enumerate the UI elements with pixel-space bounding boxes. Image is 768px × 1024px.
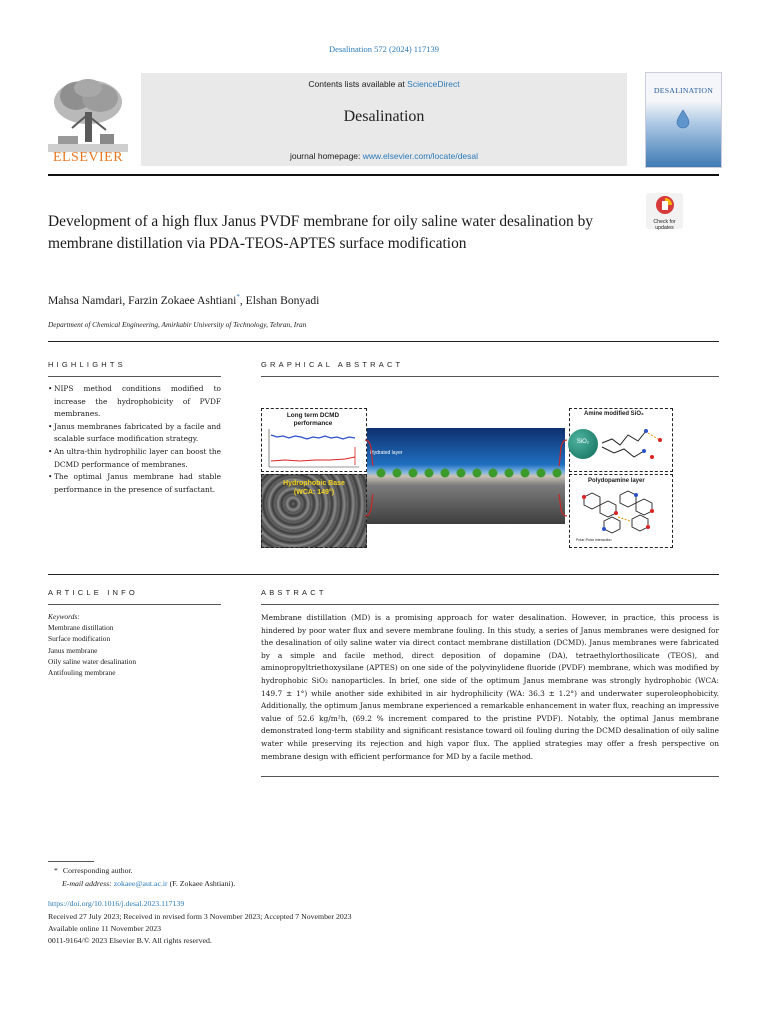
elsevier-wordmark: ELSEVIER (52, 150, 124, 165)
abstract-text: Membrane distillation (MD) is a promising approach for water desalination. However, in practice, this process is hindered by poor water flux and severe membrane fouling. In this study, a series of Janus membranes were designed for the desalination of oily saline water via direct contact membrane distillation (DCMD). Janus membranes were fabricated by a simple and facile method, direct deposition of dopamine (DA), tetraethylorthosilicate (TEOS), and aminopropyltriethoxysilane (APTES) on one side of the polyvinylidene fluoride (PVDF) membrane, which was modified by hydrophobic SiO₂ nanoparticles. In brief, one side of the optimum Janus membrane was strongly hydrophobic (WCA: 149.7 ± 1°) while another side exhibited in air hydrophilicity (WA: 36.3 ± 1.2°) and underwater superoleophobicity. Additionally, the optimum Janus membrane experienced a remarkable enhancement in water flux, reaching an impressive value of 52.6 kg/m²h, (69.2 % increment compared to the pristine PVDF). Notably, the optimal Janus membrane demonstrated long-term stability and significant resistance toward oil fouling during the DCMD desalination of oily saline water while preserving its rejection and high vapor flux. The applied strategies may offer a fresh perspective on membrane design with efficient performance for MD by a facile method. (261, 613, 719, 761)
email-suffix: (F. Zokaee Ashtiani). (167, 879, 236, 888)
hydrophobic-base-text: Hydrophobic Base (283, 480, 345, 487)
highlights-list (48, 383, 221, 496)
graphical-abstract-rule (261, 376, 719, 377)
highlight-item: • The optimal Janus membrane had stable performance in the presence of surfactant. (48, 471, 221, 496)
journal-cover[interactable] (645, 72, 722, 168)
highlight-item: • NIPS method conditions modified to increase the hydrophobicity of PVDF membranes. (48, 383, 221, 421)
corresponding-note: Corresponding author. (62, 866, 133, 875)
abstract-heading: ABSTRACT (261, 588, 327, 597)
amine-sio2-panel (569, 408, 673, 472)
keyword-item: Janus membrane (48, 645, 98, 655)
water-drop-icon (676, 109, 690, 129)
author-3[interactable]: Elshan Bonyadi (245, 293, 320, 307)
article-info-rule (48, 604, 221, 605)
check-updates-icon (655, 195, 675, 215)
keyword-item: Membrane distillation (48, 623, 114, 633)
homepage-line (141, 151, 627, 161)
article-title: Development of a high flux Janus PVDF membrane for oily saline water desalination by membrane distillation via PDA-TEOS-APTES surface modification (48, 213, 593, 252)
amine-sio2-label: Amine modified SiO₂ (584, 411, 644, 417)
contents-prefix: Contents lists available at (308, 79, 408, 89)
graphical-abstract-heading: GRAPHICAL ABSTRACT (261, 360, 404, 369)
polar-interaction-label: Polar-Polar interaction (576, 538, 612, 542)
journal-title: Desalination (343, 108, 425, 125)
polydopamine-panel (569, 474, 673, 548)
elsevier-logo[interactable] (48, 76, 128, 166)
hydrated-layer-label: Hydrated layer (370, 450, 403, 456)
footnote-rule (48, 861, 94, 862)
pda-structure-icon (574, 487, 668, 537)
highlights-rule (48, 376, 221, 377)
received-dates: Received 27 July 2023; Received in revised form 3 November 2023; Accepted 7 November 2023 (48, 912, 352, 921)
sciencedirect-link[interactable]: ScienceDirect (407, 79, 460, 89)
dcmd-flux-plot (265, 427, 361, 469)
sio2-label: SiO₂ (576, 439, 590, 445)
affiliation: Department of Chemical Engineering, Amirkabir University of Technology, Tehran, Iran (48, 320, 307, 329)
keywords-block (48, 611, 221, 678)
corresponding-mark[interactable]: * (236, 293, 240, 301)
author-separator: , (239, 293, 246, 307)
corresponding-footnote (48, 866, 133, 875)
dcmd-performance-label: Long term DCMD performance (286, 412, 340, 427)
email-link[interactable]: zokaee@aut.ac.ir (113, 879, 168, 888)
dcmd-performance-panel (261, 408, 367, 472)
authors-line (48, 293, 319, 307)
article-info-heading: ARTICLE INFO (48, 588, 138, 597)
check-for-updates-badge[interactable] (646, 193, 683, 229)
check-updates-label: Check for updates (653, 219, 676, 231)
header-rule (48, 174, 719, 176)
email-label: E-mail address: (62, 879, 112, 888)
footnote-mark: * (54, 866, 58, 875)
hydrophobic-base-panel (261, 474, 367, 548)
doi-link[interactable]: https://doi.org/10.1016/j.desal.2023.117139 (48, 899, 185, 908)
highlight-item: • An ultra-thin hydrophilic layer can boost the DCMD performance of membranes. (48, 446, 221, 471)
highlight-item: • Janus membranes fabricated by a facile and scalable surface modification strategy. (48, 421, 221, 446)
copyright: 0011-9164/© 2023 Elsevier B.V. All rights reserved. (48, 936, 212, 945)
abstract-bottom-rule (261, 776, 719, 777)
cover-title: DESALINATION (653, 86, 714, 95)
graphical-abstract-figure[interactable] (259, 406, 673, 550)
author-separator: , (122, 293, 129, 307)
keyword-item: Antifouling membrane (48, 668, 116, 678)
pda-label: Polydopamine layer (588, 478, 645, 484)
keyword-item: Surface modification (48, 634, 111, 644)
available-online: Available online 11 November 2023 (48, 924, 162, 933)
author-2[interactable]: Farzin Zokaee Ashtiani (128, 293, 237, 307)
keywords-label: Keywords: (48, 612, 80, 621)
journal-citation-link[interactable]: Desalination 572 (2024) 117139 (329, 44, 439, 54)
abstract-rule (261, 604, 719, 605)
wca-label: (WCA: 149°) (293, 489, 335, 496)
aptes-molecule-icon (600, 421, 670, 467)
email-line (62, 879, 235, 888)
homepage-link[interactable]: www.elsevier.com/locate/desal (362, 151, 479, 161)
divider-2 (48, 574, 719, 575)
keyword-item: Oily saline water desalination (48, 656, 137, 666)
contents-line (141, 79, 627, 89)
homepage-prefix: journal homepage: (289, 151, 363, 161)
highlights-heading: HIGHLIGHTS (48, 360, 126, 369)
hydrophobic-base-label (262, 479, 366, 497)
connector-lines (359, 406, 573, 550)
elsevier-tree-icon (48, 76, 128, 152)
author-1[interactable]: Mahsa Namdari (48, 293, 123, 307)
sio2-sphere (568, 429, 598, 459)
divider-1 (48, 341, 719, 342)
